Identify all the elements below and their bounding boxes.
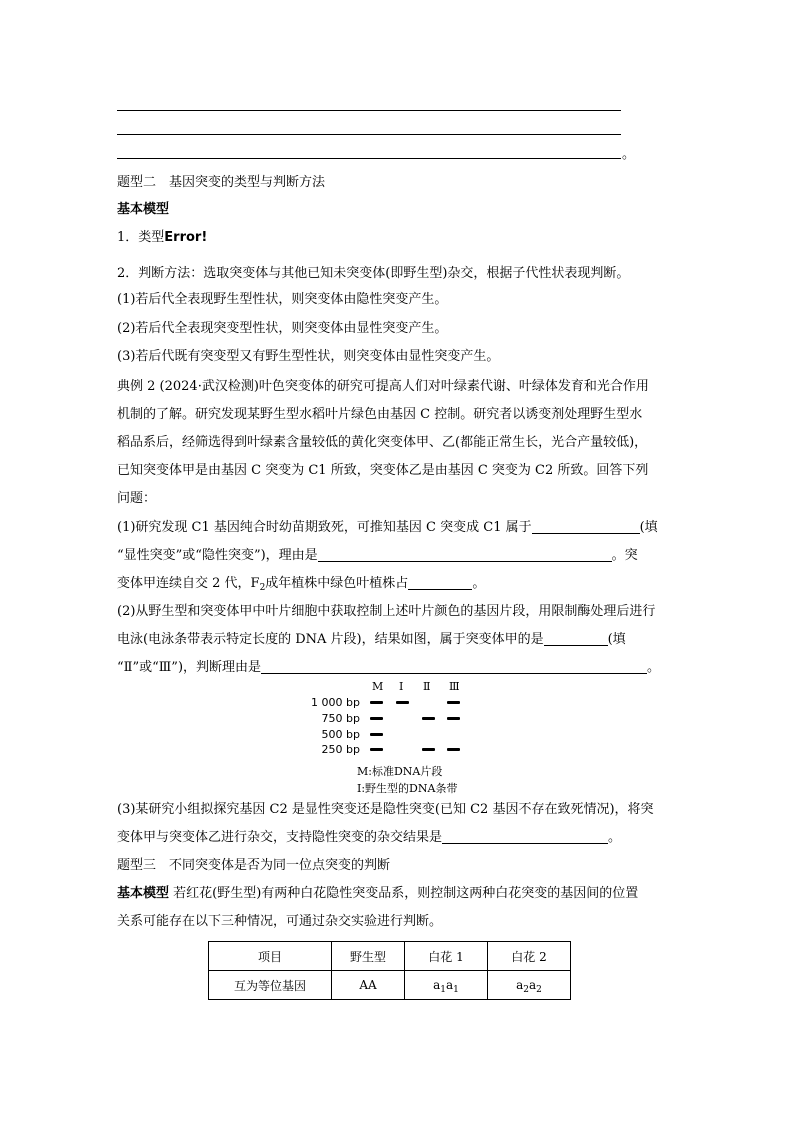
question-2: (2)从野生型和突变体甲中叶片细胞中获取控制上述叶片颜色的基因片段，用限制酶处理后进行: [117, 604, 656, 619]
error-text: Error!: [164, 230, 208, 245]
dna-band: [370, 733, 383, 736]
table-cell: [488, 971, 571, 1000]
lane-label: Ⅰ: [399, 680, 404, 693]
basic-model-label: 基本模型: [117, 202, 170, 217]
table-row: [209, 971, 571, 1000]
rule-2: (2)若后代全表现突变型性状，则突变体由显性突变产生。: [117, 321, 448, 336]
allele-table: [208, 941, 571, 1000]
section-title: 题型二 基因突变的类型与判断方法: [117, 175, 326, 190]
lane-label: Ⅱ: [423, 680, 431, 693]
question-text: 变体甲连续自交 2 代，F: [117, 576, 260, 591]
example-text: 问题：: [117, 491, 157, 506]
size-label: 1 000 bp: [311, 696, 360, 709]
lane-label: M: [372, 680, 384, 693]
question-text: (填: [639, 520, 658, 535]
table-header: 项目: [209, 942, 332, 971]
section-text: 若红花(野生型)有两种白花隐性突变品系，则控制这两种白花突变的基因间的位置: [169, 886, 639, 901]
item-1: [117, 229, 207, 247]
table-header: 白花 2: [488, 942, 571, 971]
table-cell: 互为等位基因: [209, 971, 332, 1000]
dna-band: [447, 748, 460, 751]
question-text: 。: [472, 576, 486, 591]
answer-blank[interactable]: [532, 519, 640, 534]
question-text: 电泳(电泳条带表示特定长度的 DNA 片段)，结果如图，属于突变体甲的是: [117, 632, 544, 647]
question-1-cont: [117, 575, 485, 593]
answer-blank[interactable]: [318, 547, 612, 562]
example-text: 机制的了解。研究发现某野生型水稻叶片绿色由基因 C 控制。研究者以诱变剂处理野生型水: [117, 407, 643, 422]
answer-line: [117, 158, 621, 159]
dna-band: [370, 717, 383, 720]
answer-line: [117, 134, 621, 135]
question-text: (填: [607, 632, 626, 647]
size-label: 250 bp: [321, 743, 360, 756]
item-1-prefix: 1．类型: [117, 230, 165, 245]
subscript: 1: [440, 985, 446, 995]
section-3-text: [117, 885, 638, 903]
genotype: a: [433, 978, 441, 992]
table-cell: [405, 971, 488, 1000]
question-text: 。: [608, 830, 622, 845]
table-header: 白花 1: [405, 942, 488, 971]
genotype: a: [529, 978, 537, 992]
dna-band: [422, 748, 435, 751]
question-1: [117, 519, 658, 537]
gel-caption: Ⅰ:野生型的DNA条带: [357, 782, 458, 795]
question-3: (3)某研究小组拟探究基因 C2 是显性突变还是隐性突变(已知 C2 基因不存在致死情况)，将突: [117, 802, 654, 817]
size-label: 500 bp: [321, 728, 360, 741]
item-2: 2．判断方法：选取突变体与其他已知未突变体(即野生型)杂交，根据子代性状表现判断。: [117, 266, 630, 281]
answer-blank[interactable]: [544, 631, 608, 646]
question-text: 变体甲与突变体乙进行杂交，支持隐性突变的杂交结果是: [117, 830, 443, 845]
table-header: 野生型: [332, 942, 405, 971]
basic-model-label: 基本模型: [117, 886, 170, 901]
dna-band: [447, 717, 460, 720]
question-text: “显性突变”或“隐性突变”)，理由是: [117, 548, 318, 563]
lane-label: Ⅲ: [449, 680, 460, 693]
question-2-cont: [117, 659, 660, 677]
question-3-cont: [117, 829, 621, 847]
question-1-cont: [117, 547, 638, 565]
subscript: 1: [453, 985, 459, 995]
answer-blank[interactable]: [408, 575, 472, 590]
question-2-cont: [117, 631, 626, 649]
answer-blank[interactable]: [442, 829, 608, 844]
genotype: a: [516, 978, 524, 992]
dna-band: [447, 701, 460, 704]
answer-end-mark: 。: [622, 147, 636, 162]
rule-3: (3)若后代既有突变型又有野生型性状，则突变体由显性突变产生。: [117, 349, 500, 364]
example-text: 已知突变体甲是由基因 C 突变为 C1 所致，突变体乙是由基因 C 突变为 C2 所致。回答下列: [117, 463, 649, 478]
rule-1: (1)若后代全表现野生型性状，则突变体由隐性突变产生。: [117, 292, 448, 307]
subscript: 2: [536, 985, 542, 995]
dna-band: [370, 748, 383, 751]
gel-caption: M:标准DNA片段: [357, 765, 443, 778]
question-text: “Ⅱ”或“Ⅲ”)，判断理由是: [117, 660, 262, 675]
gel-electrophoresis-figure: [310, 680, 480, 760]
section-title: 题型三 不同突变体是否为同一位点突变的判断: [117, 858, 391, 873]
subscript: 2: [259, 583, 266, 593]
question-text: 。突: [611, 548, 638, 563]
example-text: 典例 2 (2024·武汉检测)叶色突变体的研究可提高人们对叶绿素代谢、叶绿体发育和光合作用: [117, 379, 649, 394]
table-cell: AA: [332, 971, 405, 1000]
dna-band: [370, 701, 383, 704]
dna-band: [422, 717, 435, 720]
subscript: 2: [523, 985, 529, 995]
answer-blank[interactable]: [261, 659, 647, 674]
section-3-text: 关系可能存在以下三种情况，可通过杂交实验进行判断。: [117, 914, 443, 929]
genotype: a: [446, 978, 454, 992]
table-header-row: [209, 942, 571, 971]
size-label: 750 bp: [321, 712, 360, 725]
dna-band: [396, 701, 409, 704]
question-text: (1)研究发现 C1 基因纯合时幼苗期致死，可推知基因 C 突变成 C1 属于: [117, 520, 532, 535]
question-text: 。: [647, 660, 661, 675]
question-text: 成年植株中绿色叶植株占: [265, 576, 409, 591]
example-text: 稻品系后，经筛选得到叶绿素含量较低的黄化突变体甲、乙(都能正常生长，光合产量较低)，: [117, 435, 648, 450]
answer-line: [117, 110, 621, 111]
